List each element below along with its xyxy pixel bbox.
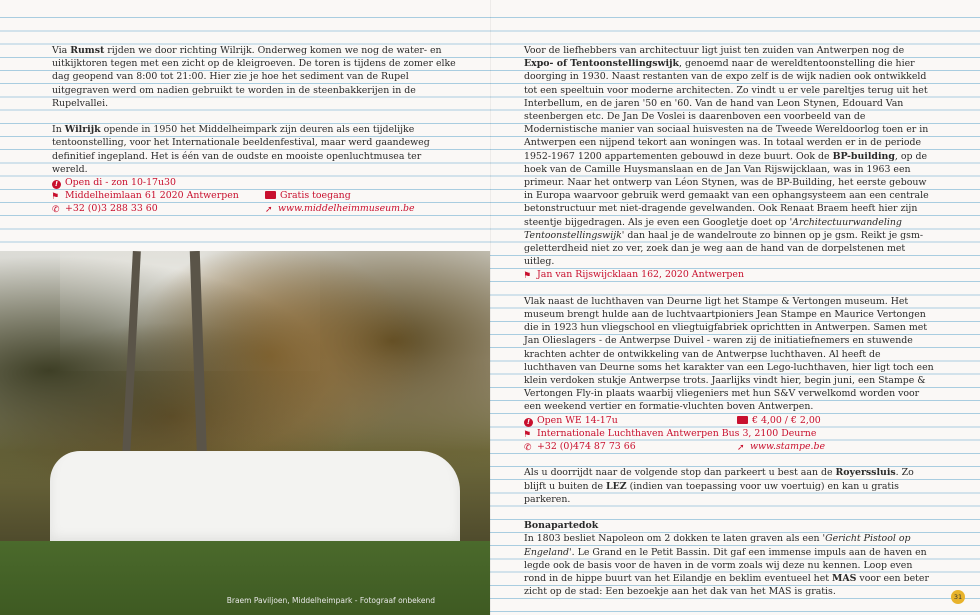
phone-number[interactable]: +32 (0)474 87 73 66 [537,441,636,453]
photo-caption: Braem Paviljoen, Middelheimpark - Fotograaf onbekend [226,596,435,605]
section-heading [524,519,934,532]
spacer [524,453,934,466]
page-gutter [490,0,491,615]
spacer [524,506,934,519]
info-row [524,427,934,440]
flag-icon: ⚑ [524,429,531,440]
ticket-icon [737,416,748,424]
expo-paragraph: Voor de liefhebbers van architectuur ligt juist ten zuiden van Antwerpen nog de Expo- of Tentoonstellingswijk, genoemd naar de wereldtentoonstelling die hier doorging in 1930. Naast restanten van de expo zelf is de wijk nadien ook ontwikkeld tot een speeltuin voor moderne architecten. Zo vindt u er vele pareltjes terug uit het Interbellum, en de jaren '50 en '60. Van de hand van Leon Stynen, Edouard Van steenbergen etc. De Jan De Voslei is daarenboven een voorbeeld van de Modernistische manier van sociaal huisvesten na de Tweede Wereldoorlog toen er in Antwerpen een nijpend tekort aan woningen was. In totaal werden er in de periode 1952-1967 1200 appartementen gebouwd in deze buurt. Ook de BP-building, op de hoek van de Camille Huysmanslaan en de Jan Van Rijswijcklaan, was in 1963 een primeur. Naar het ontwerp van Léon Stynen, was de BP-Building, het eerste gebouw in Europa waarvoor gebruik werd gemaakt van een ophangsysteem aan een centrale betonstructuur met niet-dragende gevelwanden. Ook Renaat Braem heeft hier zijn steentje bijgedragen. Als je even een Googletje doet op 'Architectuurwandeling Tentoonstellingswijk' dan haal je de wandelroute zo binnen op je gsm. Reikt je gsm-geletterdheid niet zo ver, zoek dan je weg aan de hand van de dorpelstenen met uitleg. [524,45,929,268]
flag-icon: ⚑ [52,192,59,203]
wilrijk-paragraph: In Wilrijk opende in 1950 het Middelheimpark zijn deuren als een tijdelijke tentoonstelling, voor het Internationale beeldenfestival, maar werd gaandeweg definitief ingepland. Het is één van de oudste en mooiste openluchtmusea ter wereld. [52,124,430,175]
address: Internationale Luchthaven Antwerpen Bus 3, 2100 Deurne [537,427,817,439]
info-row [52,176,456,189]
address: Jan van Rijswijcklaan 162, 2020 Antwerpen [537,269,745,281]
info-row [524,268,934,281]
bonapartedok-heading: Bonapartedok [524,520,599,532]
spacer [52,110,456,123]
phone-icon: ✆ [52,205,60,216]
braem-pavilion [50,451,460,546]
rumst-paragraph: Via Rumst rijden we door richting Wilrijk. Onderweg komen we nog de water- en uitkijktoren tegen met een zicht op de kleigroeven. De toren is tijdens de zomer elke dag geopend van 8:00 tot 21:00. Hier zie je hoe het sediment van de Rupel uitgegraven werd om nadien gebruikt te worden in de steenbakkerijen in de Rupelvallei. [52,45,456,109]
opening-hours: Open di - zon 10-17u30 [65,177,176,189]
address: Middelheimlaan 61 2020 Antwerpen [65,190,239,202]
pavilion-photo [0,251,490,615]
stampe-paragraph: Vlak naast de luchthaven van Deurne ligt het Stampe & Vertongen museum. Het museum brengt hulde aan de luchtvaartpioniers Jean Stampe en Maurice Vertongen die in 1923 hun vliegschool en vliegtuigfabriek oprichtten in Antwerpen. Samen met Jan Olieslagers - de Antwerpse Duivel - waren zij de initiatiefnemers en stuwende krachten achter de ontwikkeling van de Antwerpse luchthaven. Al heeft de luchthaven van Deurne soms het karakter van een Lego-luchthaven, hier ligt toch een klein verdoken stukje Antwerpse trots. Jaarlijks vindt hier, begin juni, een Stampe & Vertongen Fly-in plaats waarbij vliegeniers met hun S&V verwelkomd worden voor een weekend vertier en formatie-vluchten boven Antwerpen. [524,295,934,413]
flag-icon: ⚑ [524,271,531,282]
ticket-icon [265,191,276,199]
parking-paragraph: Als u doorrijdt naar de volgende stop dan parkeert u best aan de Royerssluis. Zo blijft u buiten de LEZ (indien van toepassing voor uw voertuig) en kan u gratis parkeren. [524,467,914,505]
alert-icon: ! [524,418,533,427]
price: Gratis toegang [280,190,351,202]
cursor-icon: ➚ [265,205,273,216]
spacer [524,282,934,295]
left-column [52,44,456,216]
info-row [52,202,456,215]
info-row [52,189,456,202]
info-row [524,440,934,453]
price: € 4,00 / € 2,00 [752,414,821,426]
right-column [524,44,934,598]
info-row [524,414,934,427]
alert-icon: ! [52,180,61,189]
cursor-icon: ➚ [737,443,745,454]
phone-number[interactable]: +32 (0)3 288 33 60 [65,203,158,215]
page-number: 31 [951,590,965,604]
bonapartedok-paragraph: In 1803 besliet Napoleon om 2 dokken te laten graven als een 'Gericht Pistool op Engeland'. Le Grand en le Petit Bassin. Dit gaf een immense impuls aan de haven en legde ook de basis voor de haven in de vorm zoals wij deze nu kennen. Loop even rond in de hippe buurt van het Eilandje en beklim eventueel het MAS voor een beter zicht op de stad: Een bezoekje aan het dak van het MAS is gratis. [524,533,929,598]
opening-hours: Open WE 14-17u [537,414,618,426]
website-link[interactable]: www.stampe.be [750,441,826,453]
phone-icon: ✆ [524,443,532,454]
website-link[interactable]: www.middelheimmuseum.be [278,203,415,215]
